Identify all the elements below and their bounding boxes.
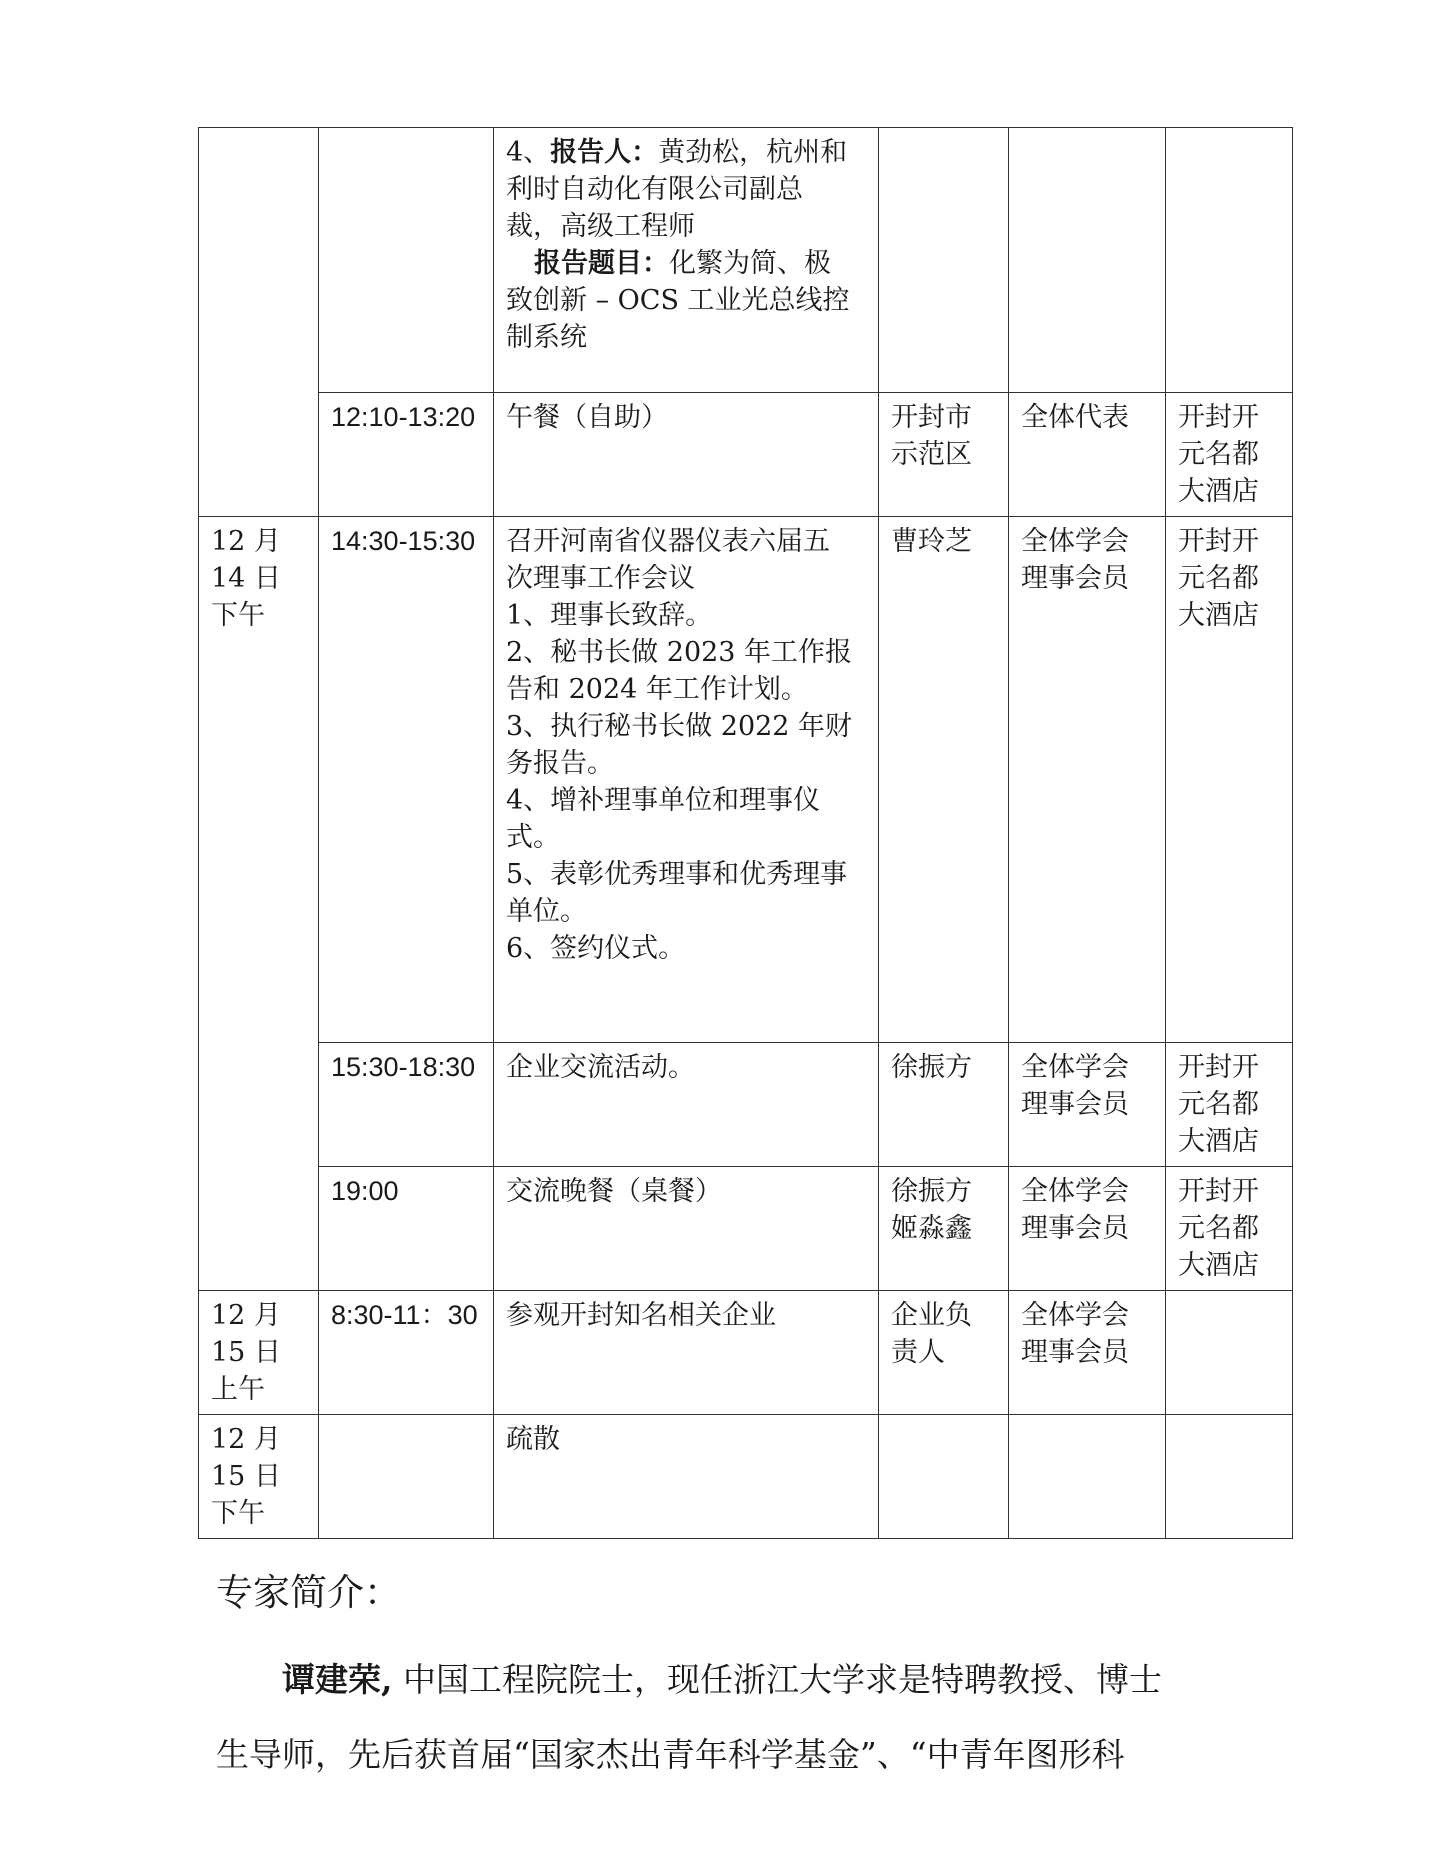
table-row bbox=[199, 128, 1293, 393]
topic-text: 致创新 – OCS 工业光总线控 bbox=[506, 285, 850, 316]
venue-text: 大酒店 bbox=[1178, 600, 1259, 631]
time-cell: 19:00 bbox=[319, 1167, 494, 1291]
venue-cell bbox=[1166, 1167, 1293, 1291]
agenda-line: 告和 2024 年工作计划。 bbox=[506, 674, 808, 705]
attendees-text: 理事会员 bbox=[1021, 563, 1129, 594]
agenda-line: 务报告。 bbox=[506, 748, 614, 779]
host-text: 开封市 bbox=[891, 402, 972, 433]
agenda-line: 1、理事长致辞。 bbox=[506, 600, 713, 631]
venue-cell bbox=[1166, 517, 1293, 1043]
date-text: 15 日 bbox=[211, 1461, 281, 1492]
venue-text: 元名都 bbox=[1178, 439, 1259, 470]
host-text: 责人 bbox=[891, 1337, 945, 1368]
reporter-text: 利时自动化有限公司副总 bbox=[506, 174, 803, 205]
reporter-text: 黄劲松，杭州和 bbox=[658, 137, 848, 168]
agenda-line: 5、表彰优秀理事和优秀理事 bbox=[506, 859, 848, 890]
host-cell: 徐振方 bbox=[879, 1043, 1009, 1167]
host-text: 姬淼鑫 bbox=[891, 1213, 972, 1244]
venue-text: 元名都 bbox=[1178, 1089, 1259, 1120]
attendees-cell: 全体代表 bbox=[1009, 393, 1166, 517]
host-text: 徐振方 bbox=[891, 1176, 972, 1207]
table-row bbox=[199, 1291, 1293, 1415]
attendees-text: 理事会员 bbox=[1021, 1337, 1129, 1368]
agenda-line: 4、增补理事单位和理事仪 bbox=[506, 785, 821, 816]
reporter-text: 裁，高级工程师 bbox=[506, 211, 695, 242]
item-number: 4、 bbox=[506, 137, 551, 168]
content-cell: 参观开封知名相关企业 bbox=[494, 1291, 879, 1415]
time-cell: 14:30-15:30 bbox=[319, 517, 494, 1043]
table-row bbox=[199, 1167, 1293, 1291]
time-cell bbox=[319, 128, 494, 393]
time-cell: 12:10-13:20 bbox=[319, 393, 494, 517]
topic-text: 制系统 bbox=[506, 322, 587, 353]
venue-text: 大酒店 bbox=[1178, 1250, 1259, 1281]
content-cell: 交流晚餐（桌餐） bbox=[494, 1167, 879, 1291]
venue-text: 元名都 bbox=[1178, 563, 1259, 594]
host-cell: 曹玲芝 bbox=[879, 517, 1009, 1043]
attendees-text: 理事会员 bbox=[1021, 1213, 1129, 1244]
reporter-label: 报告人： bbox=[550, 137, 659, 168]
attendees-cell bbox=[1009, 517, 1166, 1043]
table-row bbox=[199, 1043, 1293, 1167]
date-text: 15 日 bbox=[211, 1337, 281, 1368]
bio-line: 生导师，先后获首届“国家杰出青年科学基金”、“中青年图形科 bbox=[216, 1735, 1125, 1774]
agenda-line: 次理事工作会议 bbox=[506, 563, 695, 594]
agenda-line: 3、执行秘书长做 2022 年财 bbox=[506, 711, 853, 742]
content-cell: 午餐（自助） bbox=[494, 393, 879, 517]
attendees-cell bbox=[1009, 1415, 1166, 1539]
date-text: 下午 bbox=[211, 600, 265, 631]
attendees-text: 全体学会 bbox=[1021, 1176, 1129, 1207]
attendees-text: 全体学会 bbox=[1021, 526, 1129, 557]
host-text: 示范区 bbox=[891, 439, 972, 470]
expert-intro-heading: 专家简介： bbox=[216, 1571, 401, 1614]
attendees-cell bbox=[1009, 1167, 1166, 1291]
bio-line: 中国工程院院士，现任浙江大学求是特聘教授、博士 bbox=[392, 1660, 1162, 1699]
agenda-line: 单位。 bbox=[506, 896, 587, 927]
time-cell: 15:30-18:30 bbox=[319, 1043, 494, 1167]
schedule-table bbox=[198, 127, 1293, 1539]
attendees-cell bbox=[1009, 128, 1166, 393]
expert-name: 谭建荣, bbox=[282, 1660, 393, 1699]
date-cell bbox=[199, 128, 319, 517]
venue-cell bbox=[1166, 393, 1293, 517]
venue-text: 开封开 bbox=[1178, 1052, 1259, 1083]
venue-cell bbox=[1166, 128, 1293, 393]
date-text: 12 月 bbox=[211, 1300, 281, 1331]
date-text: 上午 bbox=[211, 1374, 265, 1405]
venue-cell bbox=[1166, 1415, 1293, 1539]
host-cell bbox=[879, 1167, 1009, 1291]
date-text: 下午 bbox=[211, 1498, 265, 1529]
table-row bbox=[199, 1415, 1293, 1539]
agenda-line: 6、签约仪式。 bbox=[506, 933, 686, 964]
date-text: 12 月 bbox=[211, 526, 281, 557]
venue-text: 开封开 bbox=[1178, 402, 1259, 433]
attendees-cell bbox=[1009, 1043, 1166, 1167]
date-text: 14 日 bbox=[211, 563, 281, 594]
expert-bio-paragraph bbox=[216, 1642, 1306, 1792]
venue-text: 开封开 bbox=[1178, 1176, 1259, 1207]
content-cell: 疏散 bbox=[494, 1415, 879, 1539]
content-cell bbox=[494, 128, 879, 393]
topic-label: 报告题目： bbox=[534, 248, 669, 279]
venue-text: 大酒店 bbox=[1178, 476, 1259, 507]
host-text: 企业负 bbox=[891, 1300, 972, 1331]
date-text: 12 月 bbox=[211, 1424, 281, 1455]
agenda-line: 召开河南省仪器仪表六届五 bbox=[506, 526, 830, 557]
venue-text: 元名都 bbox=[1178, 1213, 1259, 1244]
topic-text: 化繁为简、极 bbox=[669, 248, 831, 279]
table-row bbox=[199, 517, 1293, 1043]
attendees-text: 全体学会 bbox=[1021, 1052, 1129, 1083]
agenda-line: 2、秘书长做 2023 年工作报 bbox=[506, 637, 853, 668]
time-cell bbox=[319, 1415, 494, 1539]
date-cell bbox=[199, 517, 319, 1291]
host-cell bbox=[879, 1291, 1009, 1415]
host-cell bbox=[879, 393, 1009, 517]
venue-cell bbox=[1166, 1043, 1293, 1167]
attendees-text: 理事会员 bbox=[1021, 1089, 1129, 1120]
date-cell bbox=[199, 1415, 319, 1539]
venue-cell bbox=[1166, 1291, 1293, 1415]
content-cell: 企业交流活动。 bbox=[494, 1043, 879, 1167]
date-cell bbox=[199, 1291, 319, 1415]
attendees-cell bbox=[1009, 1291, 1166, 1415]
table-row bbox=[199, 393, 1293, 517]
host-cell bbox=[879, 1415, 1009, 1539]
content-cell bbox=[494, 517, 879, 1043]
time-cell: 8:30-11：30 bbox=[319, 1291, 494, 1415]
agenda-line: 式。 bbox=[506, 822, 560, 853]
attendees-text: 全体学会 bbox=[1021, 1300, 1129, 1331]
venue-text: 开封开 bbox=[1178, 526, 1259, 557]
venue-text: 大酒店 bbox=[1178, 1126, 1259, 1157]
host-cell bbox=[879, 128, 1009, 393]
